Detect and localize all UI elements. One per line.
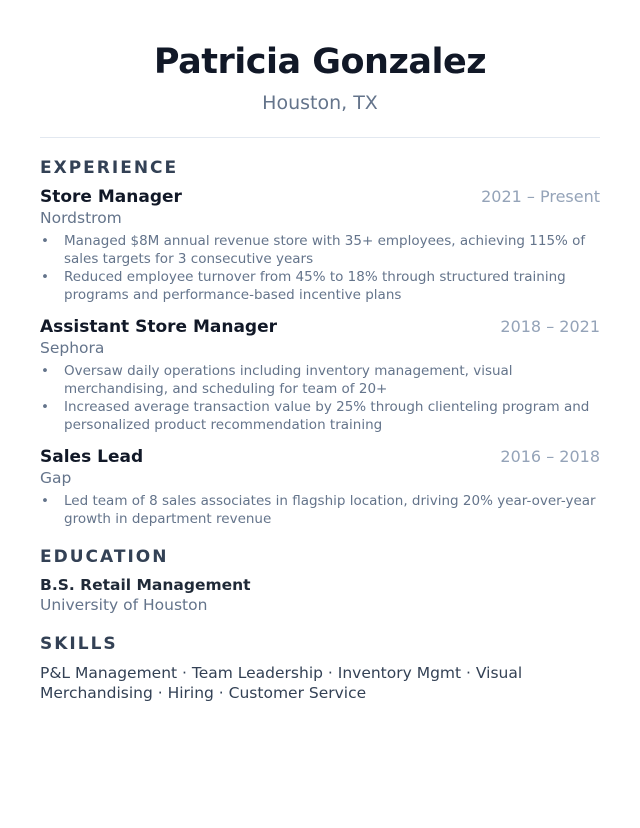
education-heading: EDUCATION xyxy=(40,547,169,567)
candidate-location: Houston, TX xyxy=(262,92,378,114)
job-dates: 2018 – 2021 xyxy=(500,317,600,336)
bullet-dot-icon: • xyxy=(41,269,49,285)
job-company: Sephora xyxy=(40,339,105,357)
job-bullets xyxy=(40,232,600,304)
experience-list xyxy=(40,186,600,528)
bullet-dot-icon: • xyxy=(41,399,49,415)
job-header xyxy=(40,446,600,468)
job-entry xyxy=(40,186,600,304)
job-bullets xyxy=(40,362,600,434)
job-role: Store Manager xyxy=(40,187,182,207)
job-company: Nordstrom xyxy=(40,209,122,227)
job-bullet xyxy=(40,268,600,304)
skills-heading: SKILLS xyxy=(40,634,118,654)
skills-list: P&L Management · Team Leadership · Inventory Mgmt · Visual Merchandising · Hiring · Customer Service xyxy=(40,664,523,702)
job-bullet-text: Reduced employee turnover from 45% to 18% through structured training programs and performance-based incentive plans xyxy=(64,269,566,303)
job-dates: 2016 – 2018 xyxy=(500,447,600,466)
job-bullet-text: Oversaw daily operations including inventory management, visual merchandising, and scheduling for team of 20+ xyxy=(64,363,513,397)
job-role: Assistant Store Manager xyxy=(40,317,278,337)
job-entry xyxy=(40,446,600,528)
job-dates: 2021 – Present xyxy=(481,187,600,206)
job-role: Sales Lead xyxy=(40,447,144,467)
job-bullet xyxy=(40,362,600,398)
job-bullet-text: Managed $8M annual revenue store with 35+ employees, achieving 115% of sales targets for 3 consecutive years xyxy=(64,233,586,267)
job-header xyxy=(40,186,600,208)
header-divider xyxy=(40,137,600,138)
job-bullet-text: Led team of 8 sales associates in flagship location, driving 20% year-over-year growth in department revenue xyxy=(64,493,596,527)
job-bullets xyxy=(40,492,600,528)
job-entry xyxy=(40,316,600,434)
education-school: University of Houston xyxy=(40,596,208,614)
candidate-name: Patricia Gonzalez xyxy=(153,42,487,82)
bullet-dot-icon: • xyxy=(41,493,49,509)
education-degree: B.S. Retail Management xyxy=(40,576,251,594)
resume-header xyxy=(40,0,600,115)
experience-heading: EXPERIENCE xyxy=(40,158,179,178)
job-company: Gap xyxy=(40,469,72,487)
job-bullet-text: Increased average transaction value by 25% through clienteling program and personalized product recommendation training xyxy=(64,399,590,433)
bullet-dot-icon: • xyxy=(41,233,49,249)
job-bullet xyxy=(40,492,600,528)
bullet-dot-icon: • xyxy=(41,363,49,379)
job-bullet xyxy=(40,398,600,434)
job-bullet xyxy=(40,232,600,268)
job-header xyxy=(40,316,600,338)
